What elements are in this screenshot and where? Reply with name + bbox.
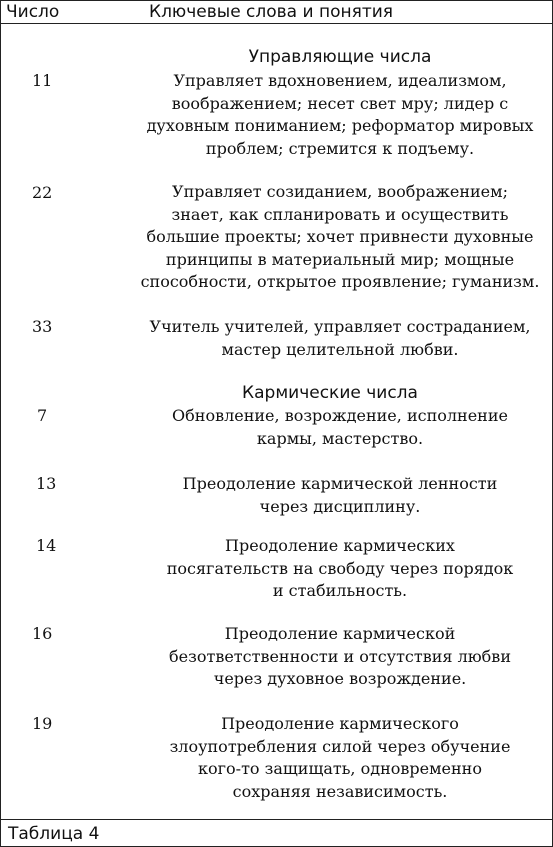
row-description: Управляет вдохновением, идеализмом, воображением; несет свет мру; лидер с духовным пониманием; реформатор мировых проблем; стремится к подъему. [146,71,534,158]
row-description: Преодоление кармических посягательств на свободу через порядок и стабильность. [166,536,514,600]
row-number: 19 [32,714,53,733]
section-title-master-numbers: Управляющие числа [248,47,432,67]
row-number: 7 [37,406,48,425]
row-description: Обновление, возрождение, исполнение кармы, мастерство. [172,406,508,448]
row-number: 33 [32,317,53,336]
row-number: 13 [36,474,57,493]
header-divider [0,23,553,24]
row-number: 11 [32,71,53,90]
row-number: 14 [36,536,57,555]
row-number: 16 [32,624,53,643]
table-caption: Таблица 4 [8,824,100,844]
row-description: Учитель учителей, управляет состраданием, мастер целительной любви. [149,317,531,359]
footer-divider [0,819,553,820]
row-description: Преодоление кармической безответственности и отсутствия любви через духовное возрождение. [169,624,511,688]
row-description: Преодоление кармического злоупотребления силой через обучение кого-то защищать, одновременно сохраняя независимость. [169,714,511,801]
row-description: Преодоление кармической ленности через дисциплину. [182,474,498,516]
column-header-number: Число [6,2,60,22]
row-number: 22 [32,183,53,202]
section-title-karmic-numbers: Кармические числа [242,383,418,403]
column-header-keywords: Ключевые слова и понятия [149,2,393,22]
row-description: Управляет созиданием, воображением; знает, как спланировать и осуществить большие проекты; хочет привнести духовные принципы в материальный мир; мощные способности, открытое проявление; гуманизм. [140,182,540,291]
